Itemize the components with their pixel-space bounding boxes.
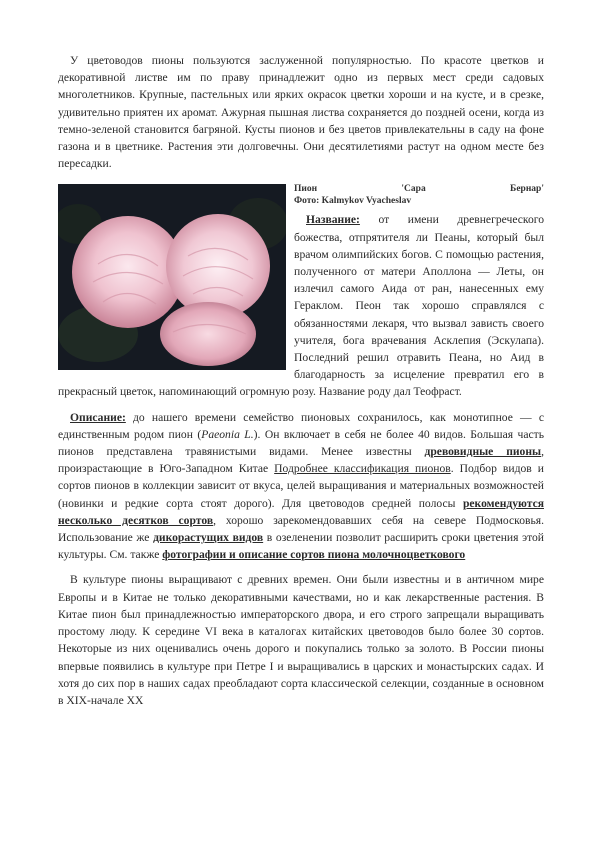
naming-text: от имени древнегреческого божества, отпрятителя ли Пеаны, который был врачом олимпийских богов. С помощью растения, полученного от матери Аполлона — Леты, он излечил самого Аида от ран, нанесенных ему Гераклом. Пеон так хорошо справлялся с обязанностями лекаря, что вызвал зависть своего учителя, бога врачевания Асклепия (Эскулапа). Последний решил отравить Пеана, но Аид в благодарность за исцеление превратил его в прекрасный цветок, напоминающий огромную розу. Название роду дал Теофраст. (58, 213, 544, 399)
intro-paragraph: У цветоводов пионы пользуются заслуженной популярностью. По красоте цветков и декоративной листве им по праву принадлежит одно из первых мест среди садовых многолетников. Крупные, пастельных или ярких окрасок цветки хороши и на кусте, и в срезке, удивительно приятен их аромат. Ажурная пышная листва сохраняется до поздней осени, когда из темно-зеленой становится багряной. Кусты пионов и без цветов привлекательны в саду на фоне газона и в цветнике. Растения эти долговечны. Они десятилетиями растут на одном месте без пересадки. (58, 54, 544, 171)
wild-species-link[interactable]: дикорастущих видов (153, 531, 264, 545)
classification-link[interactable]: Подробнее классификация пионов (274, 462, 451, 476)
description-text-3: , произрастающие в Юго-Западном Китае (58, 445, 544, 476)
description-text-1: до нашего времени семейство пионовых сохранилось, как монотипное — с единственным родом пион ( (58, 410, 544, 441)
description-paragraph (58, 409, 544, 564)
caption-right: Бернар' (510, 184, 544, 195)
photo-credit: Фото: Kalmykov Vyacheslav (294, 196, 412, 207)
history-paragraph: В культуре пионы выращивают с древних времен. Они были известны и в античном мире Европы и в Китае не только декоративными качествами, но и как лекарственные растения. В Китае пион был принадлежностью императорского двора, и его строго запрещали выращивать простому люду. К середине VI века в каталогах китайских цветоводов было более 30 сортов. Некоторые из них оценивались очень дорого и покупались только за золото. В России пионы впервые появились в культуре при Петре I и выращивались в царских и монастырских садах. И хотя до сих пор в наших садах преобладают сорта классической селекции, созданные в основном в XIX-начале XX (58, 573, 544, 707)
caption-middle: 'Сара (401, 184, 426, 195)
latin-name: Paeonia L. (201, 427, 254, 441)
description-text-4: . Подбор видов и сортов пионов в коллекции зависит от вкуса, целей выращивания и материальных возможностей (новинки и редкие сорта стоят дорого). Для цветоводов средней полосы (58, 462, 544, 510)
photos-varieties-link[interactable]: фотографии и описание сортов пиона молочноцветкового (162, 548, 466, 562)
peony-image (58, 184, 286, 370)
peony-photo (58, 184, 286, 370)
description-text-5: , хорошо зарекомендовавших себя на севере Подмосковья. Использование же (58, 513, 544, 545)
recommended-varieties-link[interactable]: рекомендуются несколько десятков сортов (58, 496, 544, 527)
naming-heading: Название: (306, 213, 360, 227)
description-text-2: ). Он включает в себя не более 40 видов. Большая часть пионов представлена травянистыми видами. Менее известны (58, 427, 544, 459)
tree-peonies-link[interactable]: древовидные пионы (424, 445, 542, 459)
description-text-6: в озеленении позволит расширить сроки цветения этой культуры. См. также (58, 531, 544, 562)
description-heading: Описание: (70, 410, 126, 424)
caption-left: Пион (294, 184, 318, 195)
document-page (58, 52, 544, 709)
